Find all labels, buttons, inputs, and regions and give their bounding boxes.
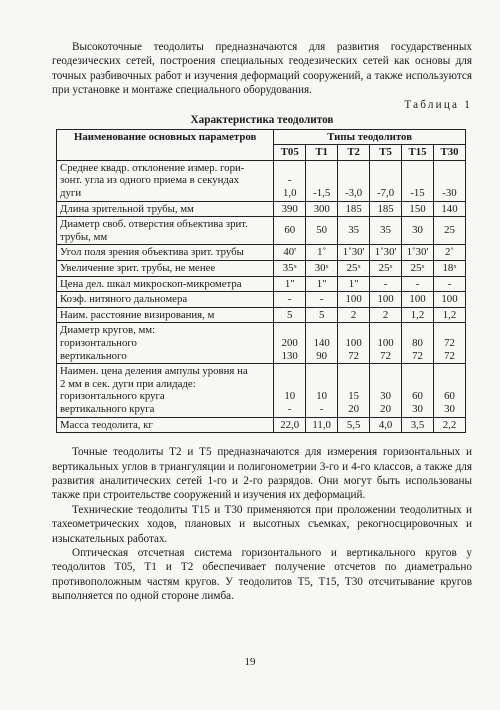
cell-Т2 (338, 292, 370, 308)
cell-value: 60 (412, 390, 423, 403)
cell-value: 22,0 (280, 418, 300, 431)
cell-Т05 (274, 201, 306, 217)
row-label-line: Наимен. цена деления ампулы уровня на (60, 365, 248, 378)
table-row (57, 417, 466, 433)
cell-Т30 (434, 276, 466, 292)
theodolite-table (56, 129, 466, 433)
param-header: Наименование основных параметров (57, 129, 274, 160)
cell-Т1 (306, 307, 338, 323)
cell-Т2 (338, 201, 370, 217)
row-label (57, 260, 274, 276)
cell-Т05 (274, 292, 306, 308)
row-label-line: трубы, мм (60, 230, 108, 243)
cell-value: 18ˣ (442, 261, 457, 274)
cell-value: 1˚ (317, 246, 327, 259)
cell-Т15 (402, 417, 434, 433)
cell-Т2 (338, 307, 370, 323)
cell-Т1 (306, 201, 338, 217)
table-row (57, 364, 466, 417)
row-label (57, 160, 274, 201)
cell-Т05 (274, 276, 306, 292)
cell-Т5 (370, 292, 402, 308)
cell-Т2 (338, 160, 370, 201)
table-row (57, 260, 466, 276)
cell-value: 2 (382, 308, 389, 321)
row-label (57, 323, 274, 364)
cell-Т1 (306, 245, 338, 261)
row-label (57, 364, 274, 417)
table-number: Таблица 1 (404, 98, 472, 111)
cell-value: 40' (283, 246, 297, 259)
cell-value: 30ˣ (314, 261, 329, 274)
cell-value: 25 (444, 224, 455, 237)
cell-value: 72 (444, 336, 455, 349)
cell-value: 50 (316, 224, 328, 237)
cell-value: 2˚ (445, 246, 454, 259)
types-header: Типы теодолитов (274, 129, 466, 145)
cell-value: 100 (345, 336, 362, 349)
cell-Т15 (402, 307, 434, 323)
table-row (57, 201, 466, 217)
row-label-line: дуги (60, 187, 82, 199)
cell-Т05 (274, 160, 306, 201)
cell-value: 1,2 (442, 308, 457, 321)
cell-Т30 (434, 201, 466, 217)
cell-value: 100 (377, 336, 394, 349)
cell-value: - (287, 293, 292, 306)
table-row (57, 245, 466, 261)
cell-value: 300 (313, 202, 330, 215)
cell-value: 72 (348, 349, 360, 362)
cell-Т05 (274, 417, 306, 433)
paragraph-2: Технические теодолиты Т15 и Т30 применяются при проложении теодолитных и тахеометрических ходов, плановых и высотных съемках, рекогносцировочных и изыскательных работах. (52, 503, 472, 545)
type-header-Т1: Т1 (306, 145, 338, 161)
type-header-Т5: Т5 (370, 145, 402, 161)
document-page (52, 40, 472, 604)
cell-value: -3,0 (345, 187, 363, 199)
cell-Т1 (306, 417, 338, 433)
cell-Т30 (434, 160, 466, 201)
cell-value: 100 (345, 293, 362, 306)
type-header-Т2: Т2 (338, 145, 370, 161)
row-label-line: Увеличение зрит. трубы, не менее (60, 261, 216, 274)
row-label-line: Угол поля зрения объектива зрит. трубы (60, 246, 244, 259)
cell-Т30 (434, 260, 466, 276)
cell-value: 72 (380, 349, 391, 362)
cell-value: 30 (380, 390, 391, 403)
table-row (57, 217, 466, 245)
cell-value: 100 (377, 293, 394, 306)
paragraph-1: Точные теодолиты Т2 и Т5 предназначаются для измерения горизонтальных и вертикальных углов в триангуляции и полигонометрии 3-го и 4-го классов, а также для развития аналитических сетей 1-го и 2-го разрядов. Они могут быть использованы также при строительстве сооружений и изучения их деформаций. (52, 446, 472, 502)
cell-Т5 (370, 260, 402, 276)
row-label (57, 276, 274, 292)
cell-value: 60 (284, 224, 296, 237)
cell-value: 1˚30' (374, 246, 397, 259)
cell-Т15 (402, 276, 434, 292)
row-label-line: Цена дел. шкал микроскоп-микрометра (60, 277, 242, 290)
cell-value: 10 (316, 390, 328, 403)
cell-value: 1˚30' (406, 246, 429, 259)
row-label (57, 217, 274, 245)
cell-Т15 (402, 160, 434, 201)
cell-value: 1" (316, 277, 327, 290)
cell-value: 25ˣ (346, 261, 361, 274)
cell-value: 90 (316, 349, 328, 362)
cell-value: -1,5 (313, 187, 331, 199)
cell-value: 4,0 (378, 418, 393, 431)
row-label-line: Диаметр своб. отверстия объектива зрит. (60, 218, 248, 231)
cell-value: - (287, 174, 292, 187)
cell-Т15 (402, 323, 434, 364)
cell-Т1 (306, 276, 338, 292)
cell-Т5 (370, 276, 402, 292)
row-label (57, 201, 274, 217)
cell-Т15 (402, 364, 434, 417)
cell-value: 100 (441, 293, 458, 306)
table-row (57, 292, 466, 308)
row-label (57, 245, 274, 261)
cell-Т5 (370, 201, 402, 217)
cell-Т5 (370, 245, 402, 261)
cell-value: 35 (348, 224, 360, 237)
type-header-Т30: Т30 (434, 145, 466, 161)
cell-Т05 (274, 217, 306, 245)
row-label (57, 292, 274, 308)
cell-value: 200 (281, 336, 298, 349)
cell-value: 60 (444, 390, 455, 403)
cell-Т15 (402, 201, 434, 217)
cell-value: 80 (412, 336, 423, 349)
cell-value: 1,0 (282, 187, 297, 199)
cell-Т30 (434, 323, 466, 364)
cell-value: 30 (444, 402, 455, 415)
cell-Т2 (338, 245, 370, 261)
cell-value: 1" (348, 277, 359, 290)
cell-Т05 (274, 323, 306, 364)
row-label-line: Среднее квадр. отклонение измер. гори- (60, 161, 245, 174)
cell-value: 11,0 (312, 418, 331, 431)
cell-Т1 (306, 323, 338, 364)
cell-Т5 (370, 160, 402, 201)
cell-value: 72 (412, 349, 423, 362)
cell-Т30 (434, 307, 466, 323)
cell-value: 25ˣ (378, 261, 393, 274)
table-title: Характеристика теодолитов (190, 113, 334, 126)
row-label-line: вертикального (60, 349, 127, 362)
row-label-line: зонт. угла из одного приема в секундах (60, 174, 240, 187)
cell-value: 2,2 (442, 418, 457, 431)
cell-value: 2 (350, 308, 357, 321)
row-label-line: горизонтального (60, 336, 137, 349)
cell-value: - (319, 402, 324, 415)
table-body (57, 160, 466, 432)
row-label (57, 307, 274, 323)
row-label-line: Масса теодолита, кг (60, 418, 153, 431)
cell-Т30 (434, 245, 466, 261)
cell-Т30 (434, 417, 466, 433)
paragraph-3: Оптическая отсчетная система горизонтального и вертикального кругов у теодолитов Т05, Т1 и Т2 обеспечивает получение отсчетов по диаметрально противоположным частям кругов. У теодолитов Т5, Т15, Т30 отсчитывание кругов выполняется по одной стороне лимба. (52, 546, 472, 603)
cell-value: 72 (444, 349, 455, 362)
cell-value: -30 (442, 187, 457, 199)
cell-value: 1,2 (410, 308, 425, 321)
cell-value: 130 (281, 349, 298, 362)
cell-value: - (447, 277, 452, 290)
row-label-line: вертикального круга (60, 402, 155, 415)
cell-value: 35ˣ (282, 261, 297, 274)
cell-Т15 (402, 245, 434, 261)
cell-value: 100 (409, 293, 426, 306)
row-label-line: 2 мм в сек. дуги при алидаде: (60, 377, 196, 390)
cell-value: 185 (377, 202, 394, 215)
cell-Т1 (306, 160, 338, 201)
cell-Т5 (370, 417, 402, 433)
cell-value: - (415, 277, 420, 290)
cell-Т15 (402, 217, 434, 245)
cell-Т1 (306, 292, 338, 308)
cell-Т2 (338, 364, 370, 417)
cell-Т2 (338, 276, 370, 292)
cell-value: 1˚30' (342, 246, 365, 259)
cell-Т5 (370, 217, 402, 245)
cell-Т30 (434, 292, 466, 308)
cell-value: 140 (441, 202, 458, 215)
cell-value: 1" (284, 277, 295, 290)
cell-Т05 (274, 245, 306, 261)
cell-Т1 (306, 364, 338, 417)
row-label-line: горизонтального круга (60, 390, 165, 403)
cell-value: 20 (348, 402, 360, 415)
cell-value: 5,5 (346, 418, 361, 431)
cell-Т2 (338, 417, 370, 433)
cell-value: 150 (409, 202, 426, 215)
cell-value: 10 (284, 390, 296, 403)
cell-Т5 (370, 323, 402, 364)
cell-value: -15 (410, 187, 425, 199)
table-row (57, 160, 466, 201)
type-header-Т05: Т05 (274, 145, 306, 161)
cell-Т05 (274, 307, 306, 323)
cell-value: 3,5 (410, 418, 425, 431)
cell-Т1 (306, 260, 338, 276)
cell-value: 5 (318, 308, 325, 321)
cell-Т2 (338, 217, 370, 245)
cell-Т5 (370, 364, 402, 417)
cell-value: 140 (313, 336, 330, 349)
cell-Т1 (306, 217, 338, 245)
cell-value: 390 (281, 202, 298, 215)
cell-value: 185 (345, 202, 362, 215)
cell-value: 35 (380, 224, 391, 237)
cell-value: -7,0 (377, 187, 395, 199)
row-label-line: Длина зрительной трубы, мм (60, 202, 194, 215)
cell-Т15 (402, 292, 434, 308)
table-row (57, 307, 466, 323)
table-row (57, 323, 466, 364)
cell-value: 15 (348, 390, 360, 403)
cell-Т2 (338, 323, 370, 364)
cell-Т15 (402, 260, 434, 276)
page-number: 19 (244, 656, 256, 668)
type-header-Т15: Т15 (402, 145, 434, 161)
cell-Т5 (370, 307, 402, 323)
cell-Т05 (274, 364, 306, 417)
cell-value: 30 (412, 402, 423, 415)
row-label-line: Наим. расстояние визирования, м (60, 308, 215, 321)
row-label-line: Коэф. нитяного дальномера (60, 293, 188, 306)
cell-Т05 (274, 260, 306, 276)
cell-Т30 (434, 217, 466, 245)
row-label (57, 417, 274, 433)
cell-value: - (287, 402, 292, 415)
cell-Т30 (434, 364, 466, 417)
table-row (57, 276, 466, 292)
cell-value: 30 (412, 224, 423, 237)
cell-Т2 (338, 260, 370, 276)
cell-value: 5 (287, 308, 293, 321)
cell-value: - (383, 277, 388, 290)
cell-value: 25ˣ (410, 261, 425, 274)
cell-value: - (319, 293, 324, 306)
cell-value: 20 (380, 402, 391, 415)
intro-paragraph: Высокоточные теодолиты предназначаются для развития государственных геодезических сетей, построения специальных геодезических сетей как основы для точных разбивочных работ и изучения деформаций сооружений, а также используются при установке и монтаже специального оборудования. (52, 41, 472, 97)
row-label-line: Диаметр кругов, мм: (60, 324, 156, 337)
